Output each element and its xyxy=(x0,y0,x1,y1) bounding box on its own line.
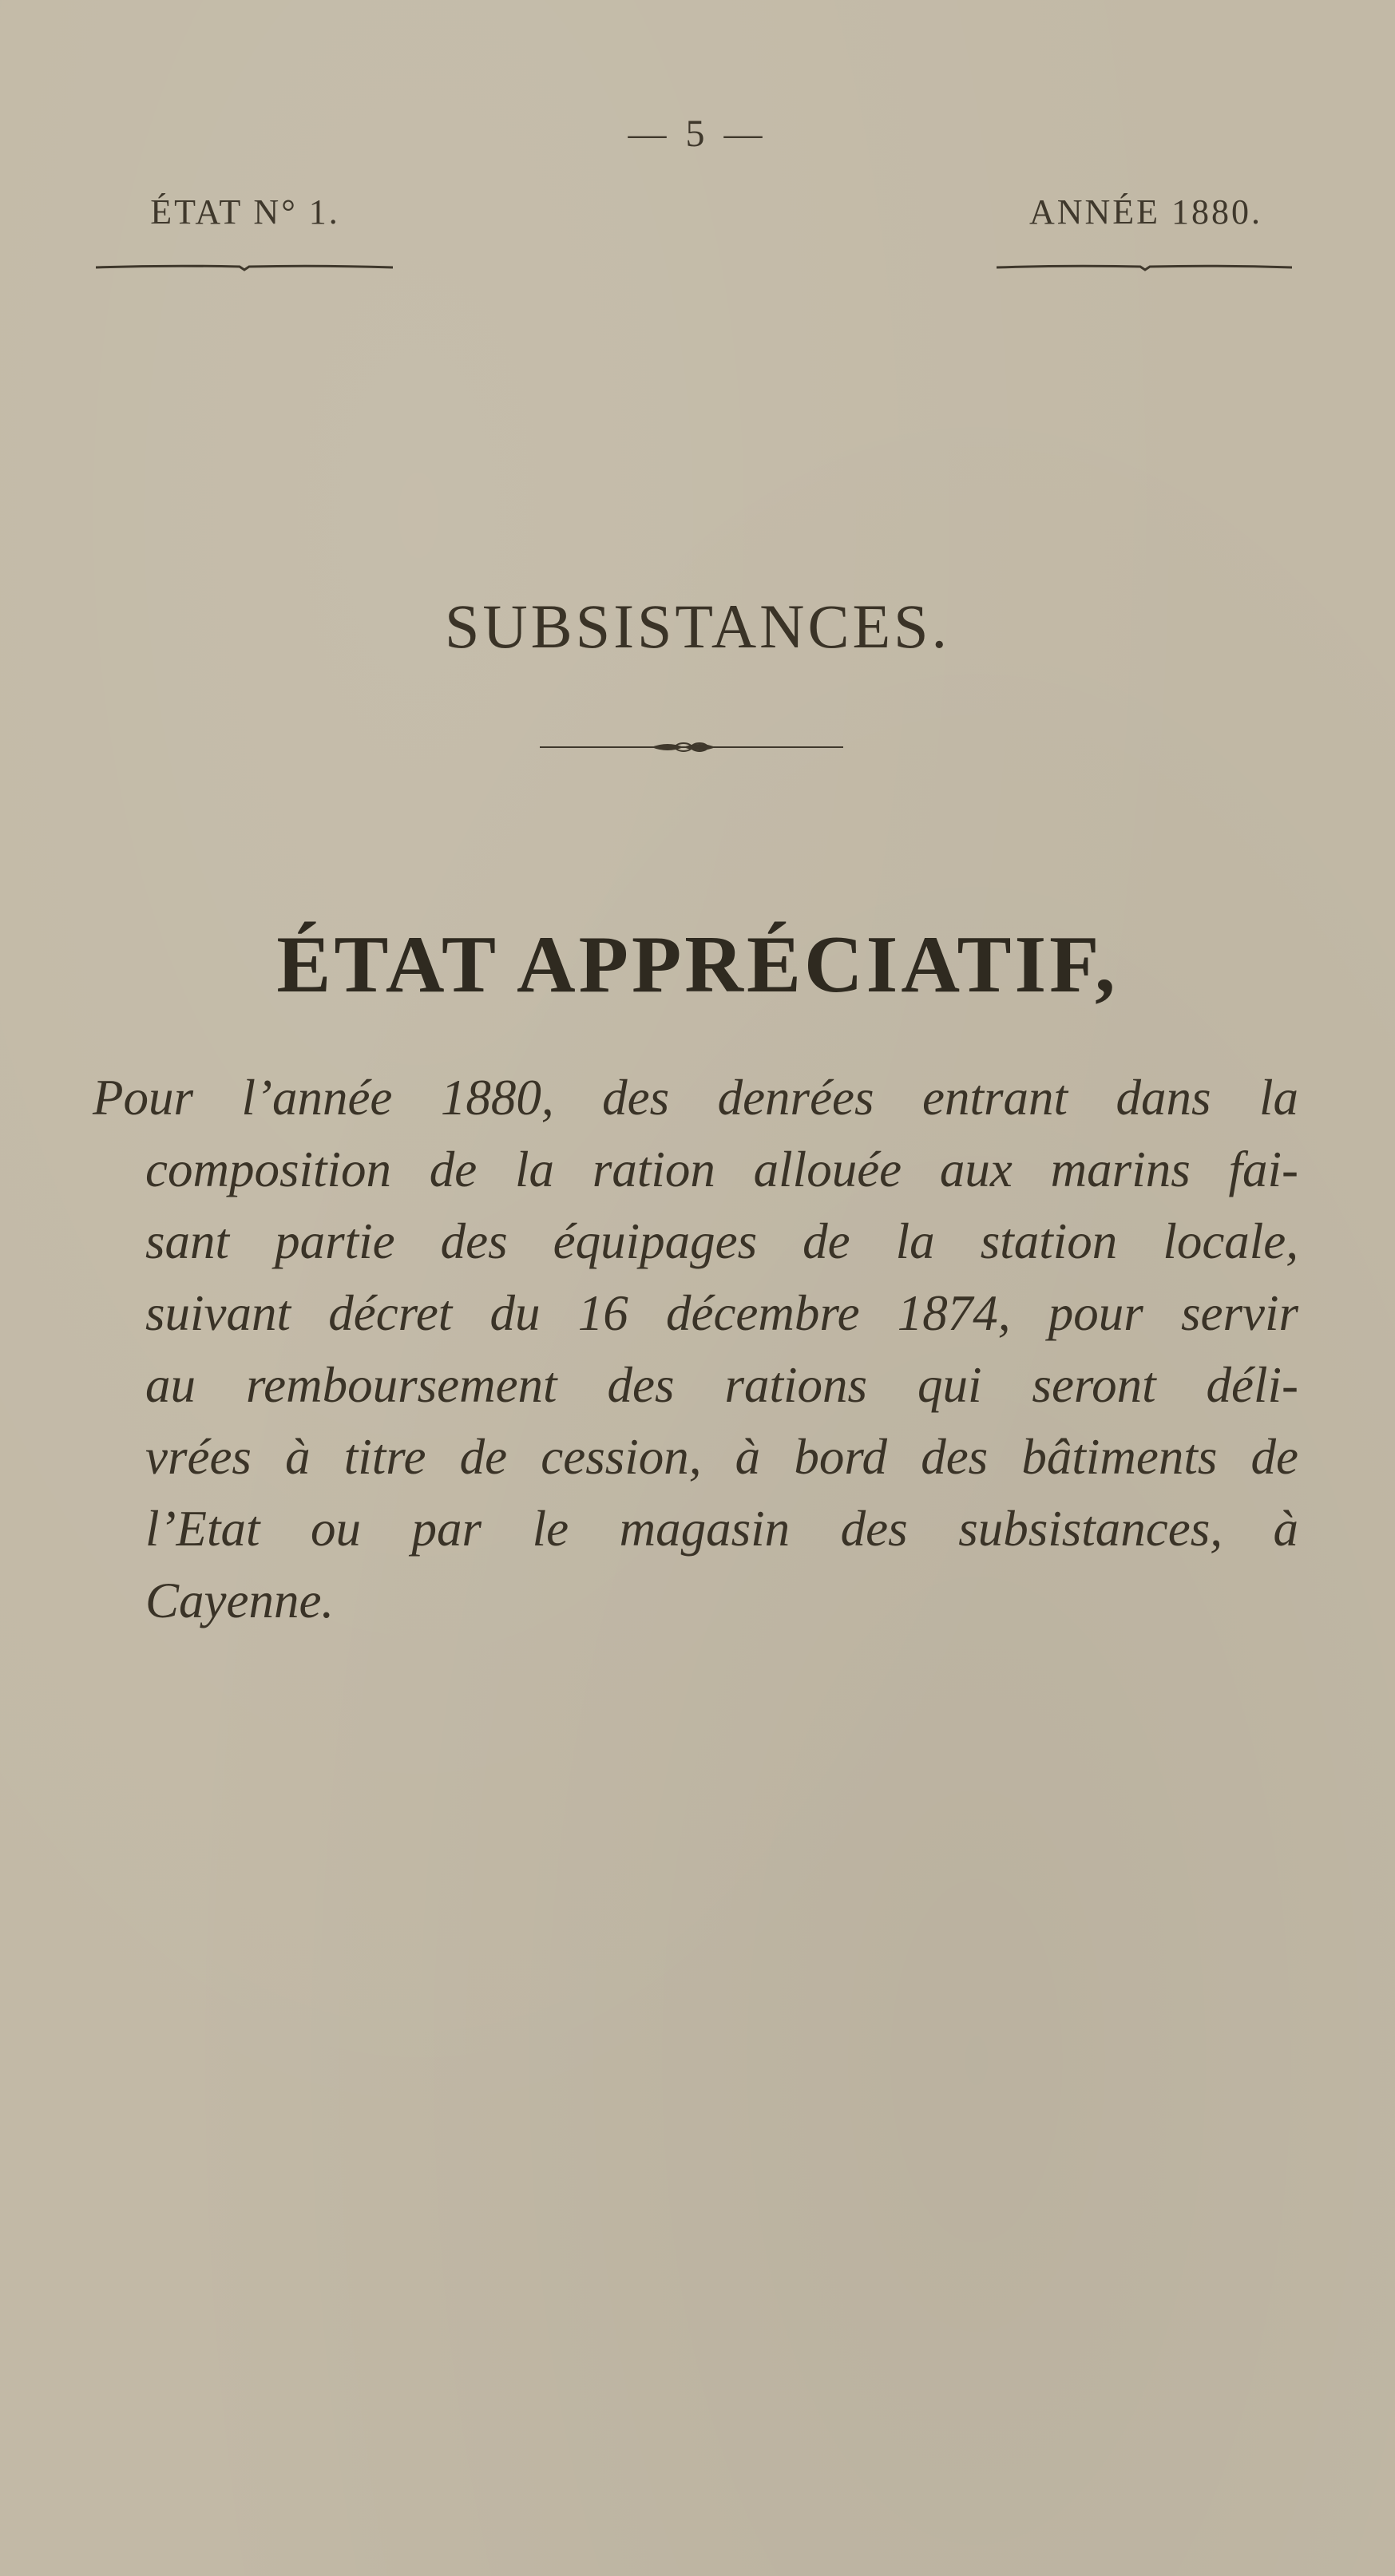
description-line: vrées à titre de cession, à bord des bâtiments de xyxy=(145,1429,1298,1485)
header-year: ANNÉE 1880. xyxy=(1028,192,1263,231)
header-state-number: ÉTAT N° 1. xyxy=(150,192,340,231)
description-line: sant partie des équipages de la station locale, xyxy=(145,1213,1298,1269)
description-line: suivant décret du 16 décembre 1874, pour servir xyxy=(145,1285,1298,1341)
description-line: l’Etat ou par le magasin des subsistances, à xyxy=(145,1501,1298,1557)
subtitle: ÉTAT APPRÉCIATIF, xyxy=(276,920,1119,1010)
description-line: Pour l’année 1880, des denrées entrant dans la xyxy=(93,1070,1298,1126)
description-line: au remboursement des rations qui seront déli- xyxy=(145,1357,1298,1413)
page-number: — 5 — xyxy=(628,113,767,155)
ornament-divider xyxy=(540,738,843,757)
main-title: SUBSISTANCES. xyxy=(444,592,951,661)
description-line: Cayenne. xyxy=(145,1573,335,1628)
description-paragraph xyxy=(93,1062,1298,1636)
header-left-rule xyxy=(96,262,393,273)
header-right-rule xyxy=(997,262,1292,273)
description-line: composition de la ration allouée aux marins fai- xyxy=(145,1142,1298,1197)
